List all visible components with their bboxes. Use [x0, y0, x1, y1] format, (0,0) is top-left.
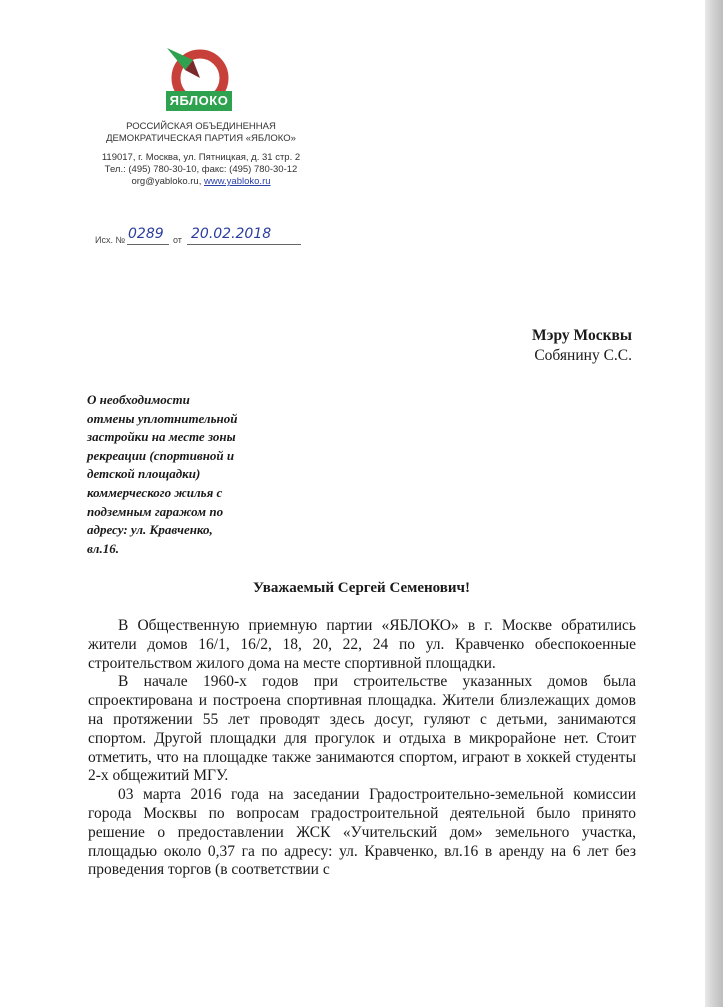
- outgoing-number: [95, 226, 305, 244]
- body-paragraph: В Общественную приемную партии «ЯБЛОКО» в г. Москве обратились жители домов 16/1, 16/2, 18, 20, 22, 24 по ул. Кравченко обеспокоенные строительством жилого дома на месте спортивной площадки.: [88, 617, 636, 672]
- address-line: 119017, г. Москва, ул. Пятницкая, д. 31 стр. 2: [101, 152, 301, 163]
- email-web-line: [96, 176, 306, 188]
- subject-line: подземным гаражом по: [87, 503, 224, 519]
- subject-line: детской площадки): [87, 466, 201, 482]
- number-underline: [127, 244, 169, 245]
- contact-block: [96, 152, 306, 188]
- addressee-name: Собянину С.С.: [534, 347, 632, 364]
- outgoing-date-value: 20.02.2018: [191, 226, 272, 242]
- party-name: [96, 121, 306, 145]
- party-name-line1: РОССИЙСКАЯ ОБЪЕДИНЕННАЯ: [126, 121, 276, 132]
- subject-line: адресу: ул. Кравченко,: [87, 522, 213, 538]
- phone-line: Тел.: (495) 780-30-10, факс: (495) 780-30-12: [104, 164, 298, 175]
- subject-line: вл.16.: [87, 540, 119, 556]
- logo-wordmark: ЯБЛОКО: [166, 91, 232, 111]
- outgoing-number-value: 0289: [128, 226, 164, 242]
- subject-line: О необходимости: [87, 392, 190, 407]
- addressee-block: [440, 326, 632, 366]
- subject-line: рекреации (спортивной и: [87, 447, 235, 463]
- subject-block: [87, 391, 267, 558]
- subject-line: коммерческого жилья с: [87, 484, 223, 500]
- page-edge-shadow: [705, 0, 723, 1007]
- outgoing-number-label: Исх. №: [95, 235, 126, 245]
- outgoing-date-label: от: [173, 235, 182, 245]
- website-link[interactable]: www.yabloko.ru: [203, 176, 271, 187]
- letter-body: [88, 617, 636, 880]
- body-paragraph: В начале 1960-х годов при строительстве указанных домов была спроектирована и построена спортивная площадка. Жители близлежащих домов на протяжении 55 лет проводят здесь досуг, гуляют с детьми, занимаются спортом. Другой площадки для прогулок и отдыха в микрорайоне нет. Стоит отметить, что на площадке также занимаются спортом, играют в хоккей студенты 2-х общежитий МГУ.: [88, 673, 636, 785]
- body-paragraph: 03 марта 2016 года на заседании Градостроительно-земельной комиссии города Москвы по вопросам градостроительной деятельной было принято решение о предоставлении ЖСК «Учительский дом» земельного участка, площадью около 0,37 га по адресу: ул. Кравченко, вл.16 в аренду на 6 лет без проведения торгов (в соответствии с: [88, 786, 636, 879]
- party-name-line2: ДЕМОКРАТИЧЕСКАЯ ПАРТИЯ «ЯБЛОКО»: [106, 133, 296, 144]
- salutation: Уважаемый Сергей Семенович!: [253, 580, 470, 596]
- subject-line: застройки на месте зоны: [87, 429, 236, 445]
- date-underline: [187, 244, 301, 245]
- addressee-title: Мэру Москвы: [531, 327, 632, 344]
- email-text: org@yabloko.ru,: [131, 176, 202, 187]
- subject-line: отмены уплотнительной: [87, 410, 238, 426]
